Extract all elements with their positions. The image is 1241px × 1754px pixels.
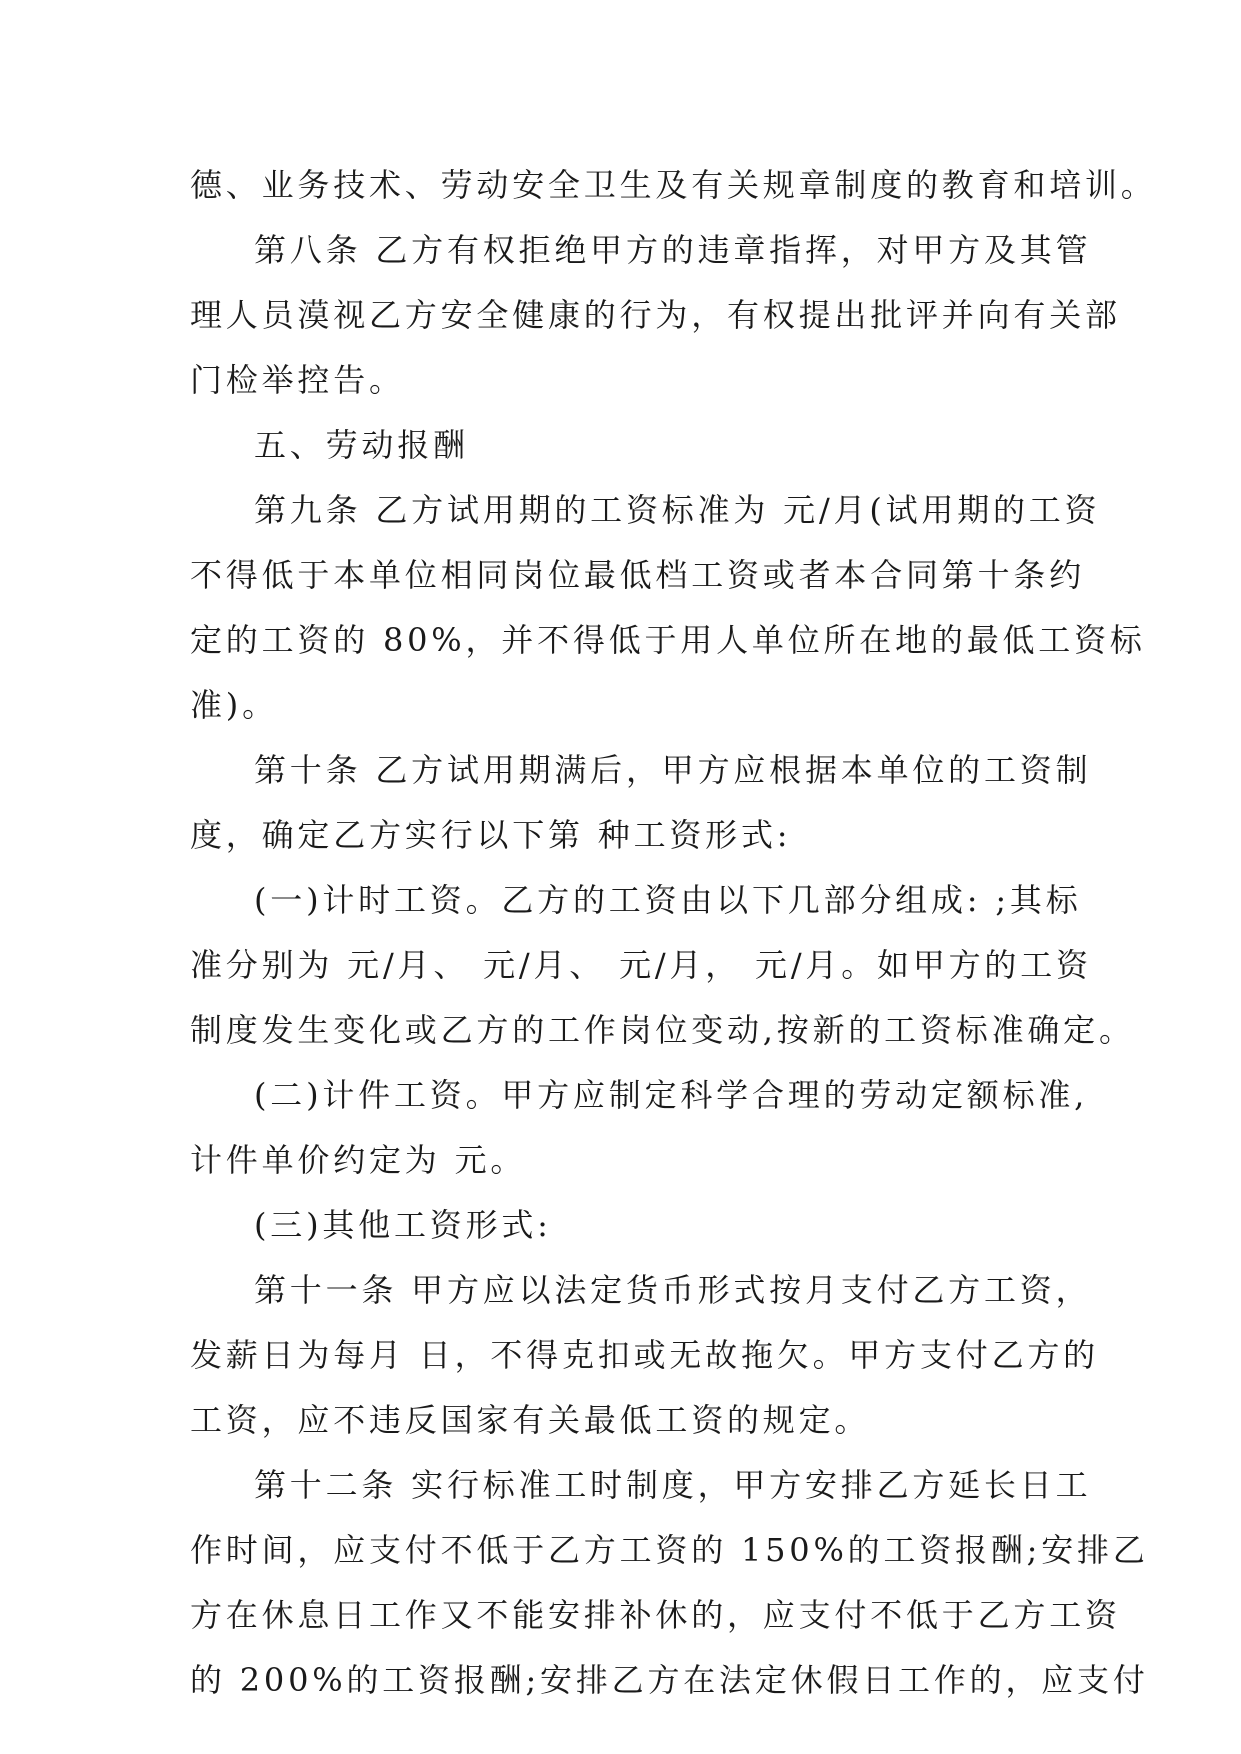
text-line: 定的工资的 80%，并不得低于用人单位所在地的最低工资标 bbox=[190, 621, 1146, 659]
section-heading: 五、劳动报酬 bbox=[254, 426, 469, 464]
text-line: 准)。 bbox=[190, 686, 278, 724]
text-line: (二)计件工资。甲方应制定科学合理的劳动定额标准, bbox=[254, 1076, 1089, 1114]
text-line: 门检举控告。 bbox=[190, 361, 405, 399]
text-line: (三)其他工资形式: bbox=[254, 1206, 552, 1244]
text-line: 第八条 乙方有权拒绝甲方的违章指挥，对甲方及其管 bbox=[254, 231, 1092, 269]
text-line: 第十条 乙方试用期满后，甲方应根据本单位的工资制 bbox=[254, 751, 1092, 789]
text-line: 方在休息日工作又不能安排补休的，应支付不低于乙方工资 bbox=[190, 1596, 1121, 1634]
text-line: 的 200%的工资报酬;安排乙方在法定休假日工作的，应支付 bbox=[190, 1661, 1149, 1699]
text-line: 准分别为 元/月、 元/月、 元/月， 元/月。如甲方的工资 bbox=[190, 946, 1092, 984]
text-line: 德、业务技术、劳动安全卫生及有关规章制度的教育和培训。 bbox=[190, 166, 1157, 204]
text-line: 理人员漠视乙方安全健康的行为，有权提出批评并向有关部 bbox=[190, 296, 1121, 334]
text-line: (一)计时工资。乙方的工资由以下几部分组成: ;其标 bbox=[254, 881, 1082, 919]
text-line: 不得低于本单位相同岗位最低档工资或者本合同第十条约 bbox=[190, 556, 1086, 594]
text-line: 计件单价约定为 元。 bbox=[190, 1141, 527, 1179]
text-line: 作时间，应支付不低于乙方工资的 150%的工资报酬;安排乙 bbox=[190, 1531, 1149, 1569]
text-line: 第十一条 甲方应以法定货币形式按月支付乙方工资， bbox=[254, 1271, 1092, 1309]
text-line: 度，确定乙方实行以下第 种工资形式: bbox=[190, 816, 792, 854]
text-line: 第九条 乙方试用期的工资标准为 元/月(试用期的工资 bbox=[254, 491, 1101, 529]
text-line: 工资，应不违反国家有关最低工资的规定。 bbox=[190, 1401, 871, 1439]
text-line: 发薪日为每月 日，不得克扣或无故拖欠。甲方支付乙方的 bbox=[190, 1336, 1099, 1374]
document-body bbox=[190, 153, 1157, 1713]
text-line: 第十二条 实行标准工时制度，甲方安排乙方延长日工 bbox=[254, 1466, 1092, 1504]
text-line: 制度发生变化或乙方的工作岗位变动,按新的工资标准确定。 bbox=[190, 1011, 1135, 1049]
